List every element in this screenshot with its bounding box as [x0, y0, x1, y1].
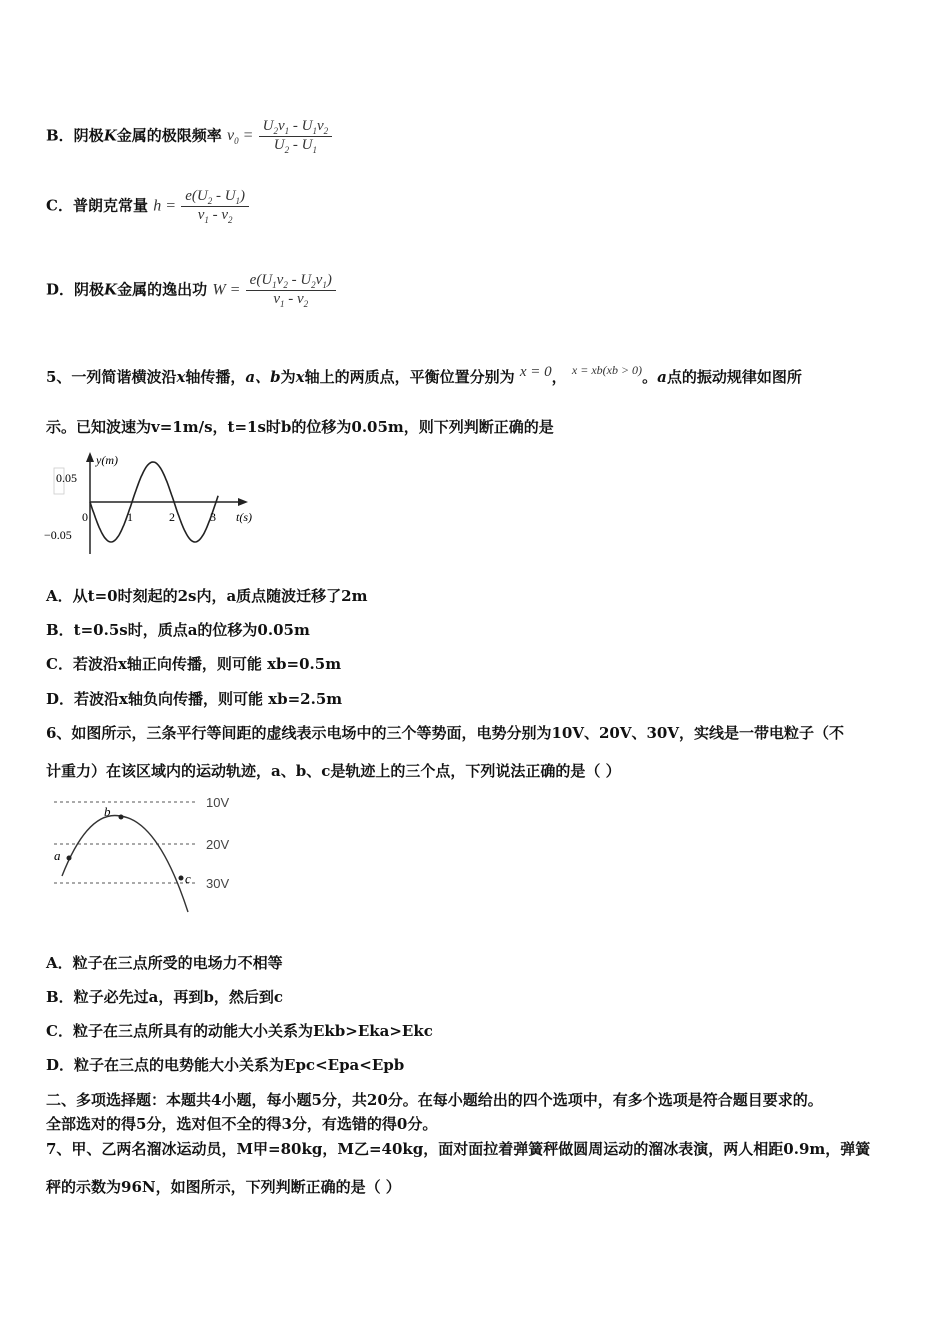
point-c: [179, 876, 184, 881]
q5-eq1: x = 0: [519, 364, 552, 380]
q4-option-d-k: K: [104, 280, 118, 299]
q6-option-a: A．粒子在三点所受的电场力不相等: [46, 954, 283, 972]
q5-a-var: a: [657, 368, 667, 386]
q5-x-var: x: [176, 368, 186, 386]
tick-1: 1: [127, 510, 133, 524]
label-b: b: [104, 804, 111, 819]
y-min-label: −0.05: [44, 528, 72, 542]
tick-0: 0: [82, 510, 88, 524]
section2-header-line1: 二、多项选择题：本题共4小题，每小题5分，共20分。在每小题给出的四个选项中，有多个选项是符合题目要求的。: [46, 1091, 823, 1109]
label-20v: 20V: [206, 837, 230, 852]
q4-option-b-suffix: 金属的极限频率: [116, 126, 222, 145]
q5-stem-text5: 点的振动规律如图所: [666, 368, 802, 386]
q4-option-c-text: C．普朗克常量: [46, 196, 148, 215]
q6-stem-line2: 计重力）在该区域内的运动轨迹，a、b、c是轨迹上的三个点，下列说法正确的是（ ）: [46, 762, 621, 780]
q4-option-c-formula: h =: [153, 197, 176, 215]
q4-option-c-fraction: $\frac{e(U_2 - U_1)}{\nu_1 - \nu_2}$: [181, 188, 249, 225]
q5-stem-line2: 示。已知波速为v=1m/s，t=1s时b的位移为0.05m，则下列判断正确的是: [46, 418, 554, 436]
y-axis-arrow: [86, 452, 94, 462]
q7-stem-line2: 秤的示数为96N，如图所示，下列判断正确的是（ ）: [46, 1178, 401, 1196]
q5-x-var2: x: [295, 368, 305, 386]
q5-stem-line1: [46, 363, 802, 387]
q5-option-a: A．从t=0时刻起的2s内，a质点随波迁移了2m: [46, 587, 368, 605]
q4-option-d-formula: W =: [212, 281, 241, 299]
q4-option-b-fraction: $\frac{U_2\nu_1 - U_1\nu_2}{U_2 - U_1}$: [259, 118, 333, 155]
t-axis-label: t(s): [236, 510, 252, 524]
q4-option-d-suffix: 金属的逸出功: [117, 280, 208, 299]
q4-option-b-k: K: [103, 126, 117, 145]
q5-option-c: C．若波沿x轴正向传播，则可能 xb=0.5m: [46, 655, 342, 673]
tick-3: 3: [210, 510, 216, 524]
label-c: c: [185, 871, 191, 886]
tick-2: 2: [169, 510, 175, 524]
q5-comma: ，: [551, 368, 567, 386]
particle-trajectory: [62, 816, 188, 913]
q5-stem-text4: 轴上的两质点，平衡位置分别为: [304, 368, 515, 386]
q5-period: 。: [642, 368, 658, 386]
q5-stem-text2: 轴传播，: [185, 368, 246, 386]
q6-option-c: C．粒子在三点所具有的动能大小关系为Ekb>Eka>Ekc: [46, 1022, 433, 1040]
q4-option-d-fraction: $\frac{e(U_1\nu_2 - U_2\nu_1)}{\nu_1 - \nu_2}$: [246, 272, 336, 309]
q6-option-b: B．粒子必先过a，再到b，然后到c: [46, 988, 284, 1006]
q4-option-d: [46, 272, 336, 309]
q5-vibration-graph: [40, 448, 270, 558]
label-a: a: [54, 848, 61, 863]
point-a: [67, 856, 72, 861]
section2-header-line2: 全部选对的得5分，选对但不全的得3分，有选错的得0分。: [46, 1115, 438, 1133]
q7-stem-line1: 7、甲、乙两名溜冰运动员，M甲=80kg，M乙=40kg，面对面拉着弹簧秤做圆周运动的溜冰表演，两人相距0.9m，弹簧: [46, 1140, 871, 1158]
q4-option-b-prefix: B．阴极: [46, 126, 104, 145]
q4-option-d-prefix: D．阴极: [46, 280, 105, 299]
q5-stem-text1: 5、一列简谐横波沿: [46, 368, 177, 386]
q4-option-b-formula: $\nu_0$ =: [226, 126, 254, 147]
label-30v: 30V: [206, 876, 230, 891]
q5-option-d: D．若波沿x轴负向传播，则可能 xb=2.5m: [46, 690, 343, 708]
t-axis-arrow: [238, 498, 248, 506]
q6-option-d: D．粒子在三点的电势能大小关系为Epc<Epa<Epb: [46, 1056, 405, 1074]
point-b: [119, 815, 124, 820]
y-axis-label: y(m): [96, 453, 118, 467]
label-10v: 10V: [206, 795, 230, 810]
q6-stem-line1: 6、如图所示，三条平行等间距的虚线表示电场中的三个等势面，电势分别为10V、20V、30V，实线是一带电粒子（不: [46, 724, 844, 742]
q5-option-b: B．t=0.5s时，质点a的位移为0.05m: [46, 621, 310, 639]
q6-field-figure: [48, 790, 248, 915]
q5-stem-text3: 为: [280, 368, 296, 386]
q5-eq2: x = xb(xb > 0): [571, 363, 643, 377]
q4-option-c: [46, 188, 249, 225]
q4-option-b: [46, 118, 332, 155]
y-max-label: 0.05: [56, 471, 77, 485]
q5-ab-vars: a、b: [245, 368, 281, 386]
